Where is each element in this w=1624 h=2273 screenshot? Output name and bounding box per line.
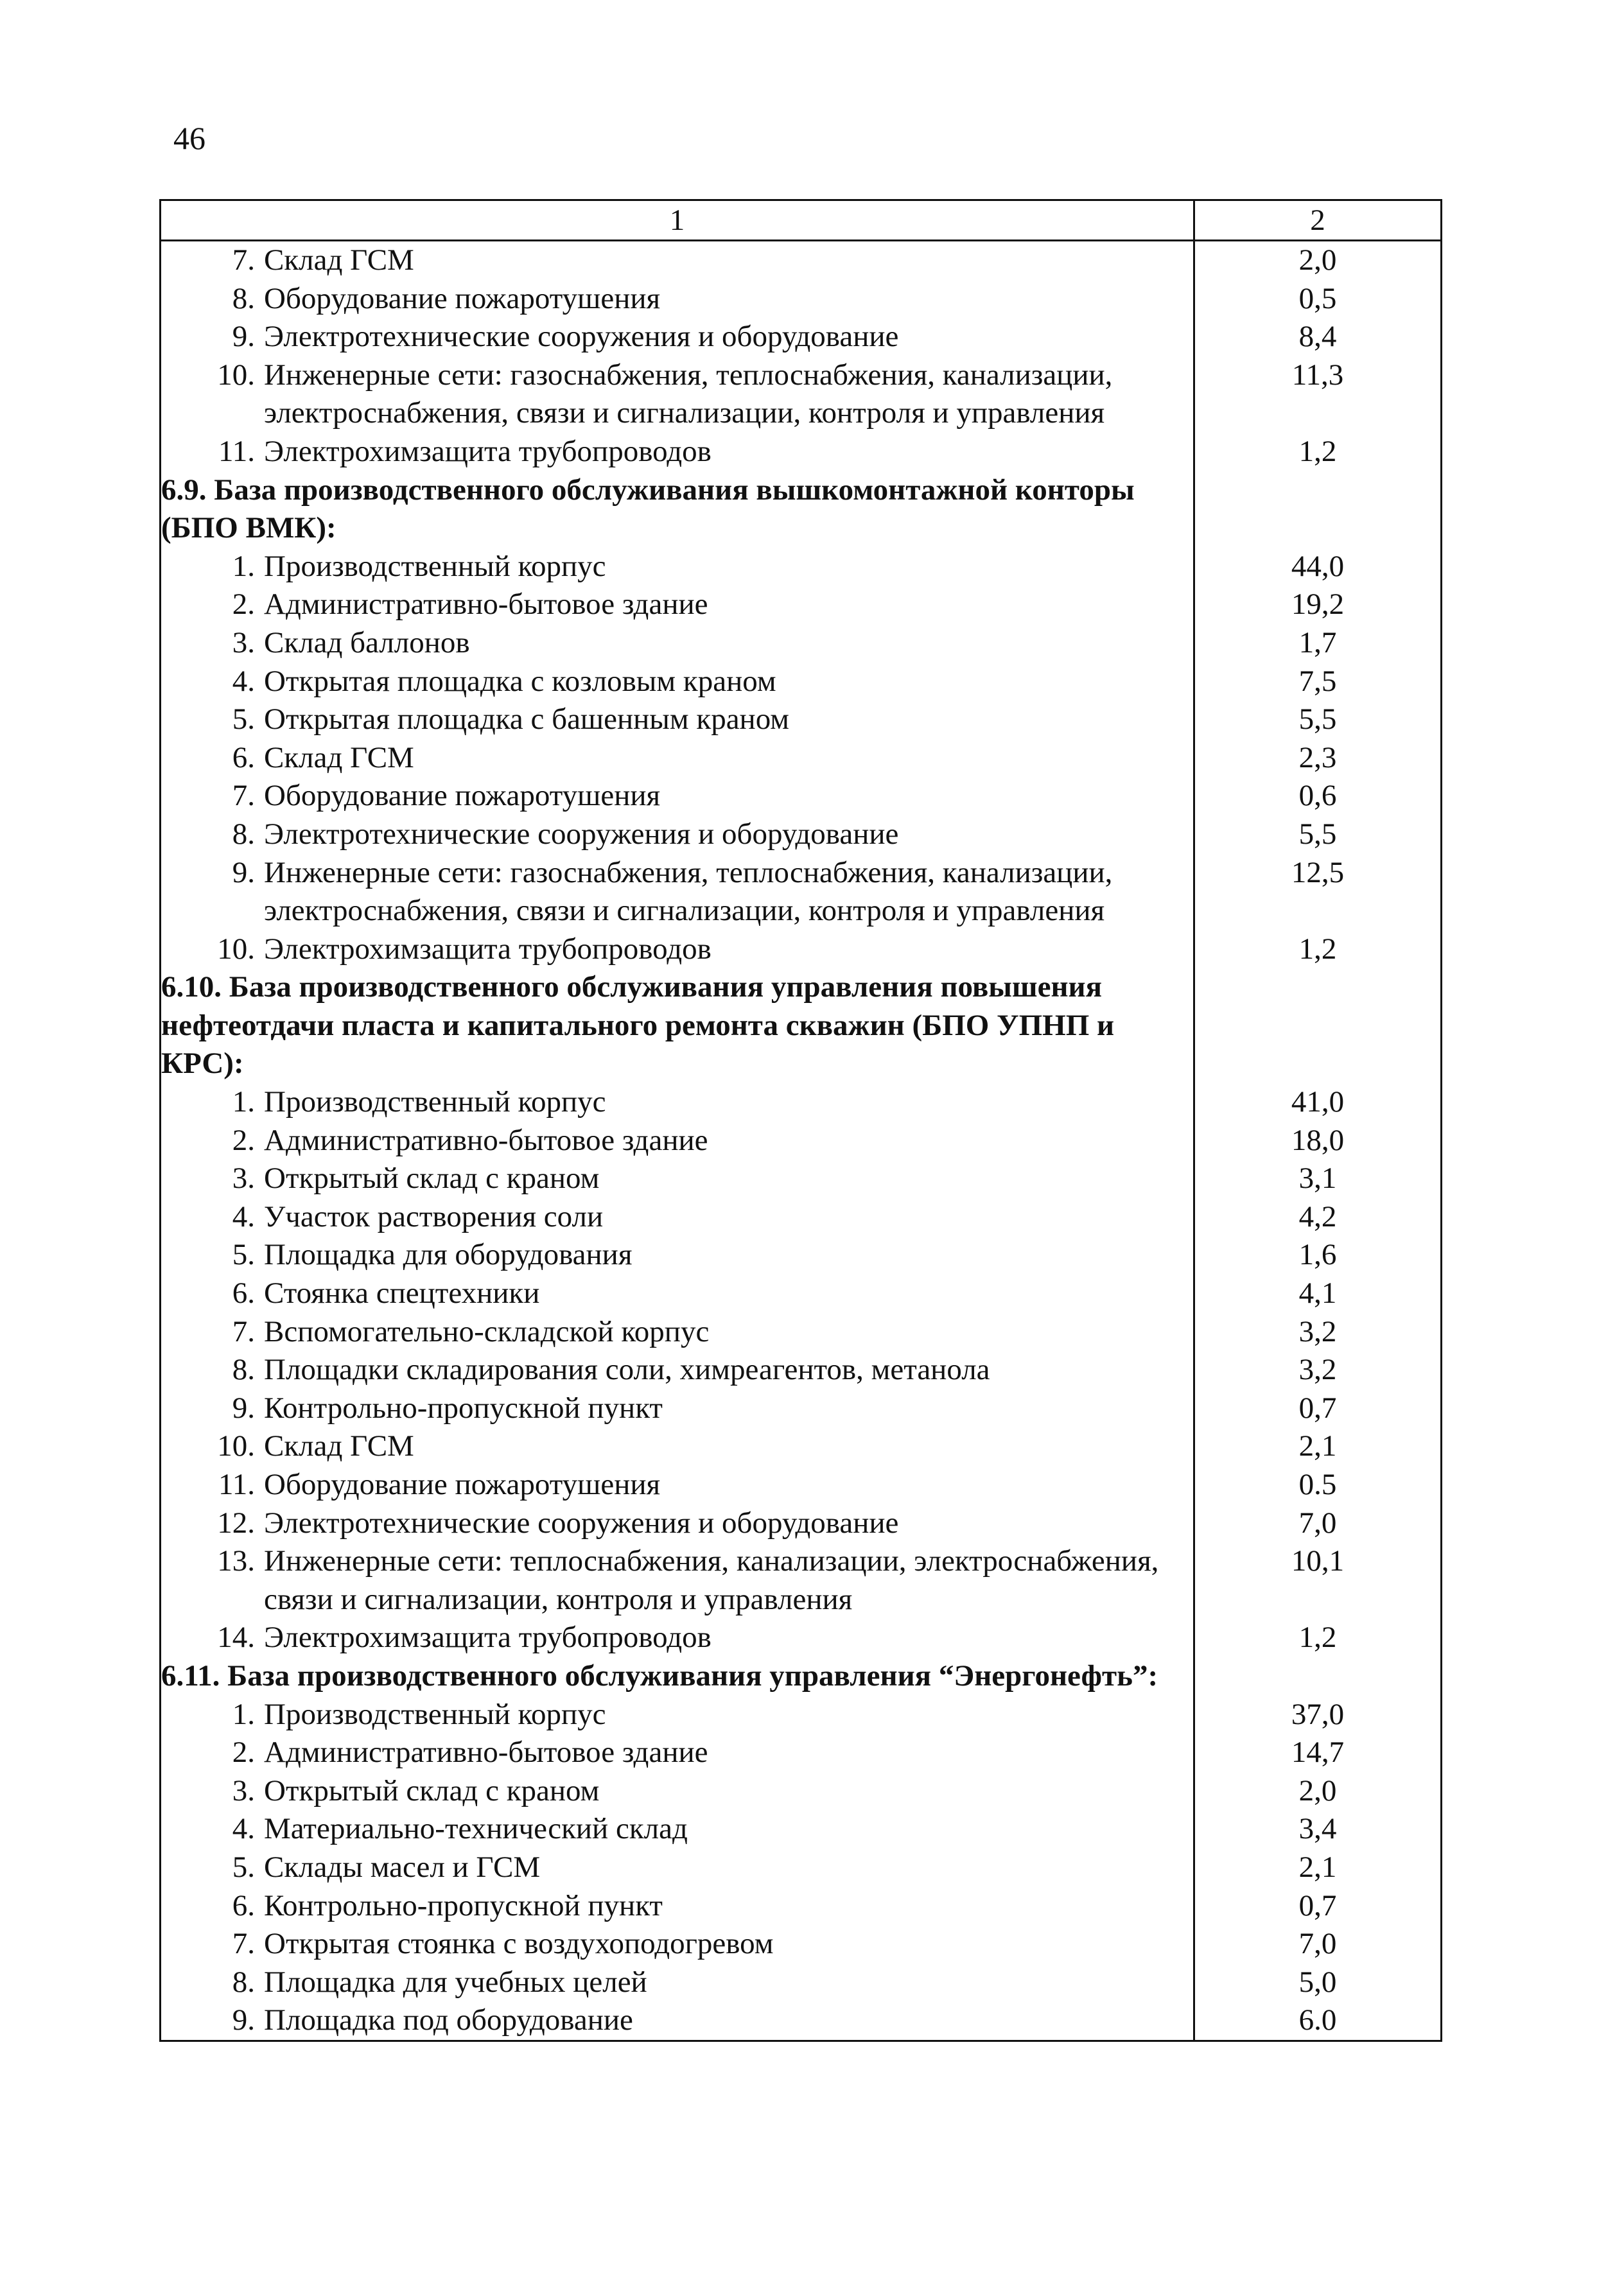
- row-value: 18,0: [1291, 1123, 1345, 1157]
- item-text: Материально-технический склад: [264, 1812, 688, 1846]
- table-row: [161, 815, 1442, 854]
- section-row: [161, 968, 1442, 1083]
- item-line: [161, 280, 1193, 318]
- item-text: Контрольно-пропускной пункт: [264, 1391, 663, 1425]
- item-text: Контрольно-пропускной пункт: [264, 1888, 663, 1922]
- item-line: [161, 815, 1193, 854]
- item-text: Электрохимзащита трубопроводов: [264, 434, 712, 468]
- item-text: Административно-бытовое здание: [264, 1736, 708, 1770]
- item-cell: [161, 433, 1194, 471]
- item-line: [161, 930, 1193, 969]
- item-line: [161, 1083, 1193, 1122]
- table-row: [161, 1466, 1442, 1504]
- item-text: Производственный корпус: [264, 1085, 606, 1119]
- table-row: [161, 1504, 1442, 1543]
- item-number: 2.: [232, 1123, 255, 1157]
- table-row: [161, 1389, 1442, 1428]
- table-row: [161, 1696, 1442, 1734]
- row-value: 19,2: [1291, 588, 1345, 622]
- item-line: [161, 318, 1193, 356]
- item-cell: [161, 2001, 1194, 2041]
- item-text: Открытая стоянка с воздухоподогревом: [264, 1927, 774, 1961]
- item-line: [161, 663, 1193, 701]
- item-text: Стоянка спецтехники: [264, 1276, 540, 1311]
- item-line: [161, 1734, 1193, 1772]
- item-cell: [161, 1849, 1194, 1887]
- row-value: 2,0: [1298, 243, 1337, 277]
- row-value: 8,4: [1298, 320, 1337, 354]
- item-line: [161, 241, 1193, 280]
- section-row: [161, 1657, 1442, 1696]
- item-text: Оборудование пожаротушения: [264, 779, 661, 813]
- item-cell: [161, 1542, 1194, 1619]
- row-value: 41,0: [1291, 1085, 1345, 1119]
- item-text: Склад баллонов: [264, 625, 470, 659]
- row-value: 3,1: [1298, 1162, 1337, 1196]
- table-row: [161, 1734, 1442, 1772]
- item-number: 9.: [232, 320, 255, 354]
- item-cell: [161, 241, 1194, 280]
- row-value: 37,0: [1291, 1697, 1345, 1731]
- item-number: 7.: [232, 1927, 255, 1961]
- table-row: [161, 241, 1442, 280]
- item-line: [161, 1504, 1193, 1543]
- row-value: 12,5: [1291, 855, 1345, 889]
- item-cell: [161, 739, 1194, 778]
- row-value: 0,7: [1298, 1391, 1337, 1425]
- table-row: [161, 930, 1442, 969]
- item-number: 10.: [217, 358, 255, 392]
- table-row: [161, 280, 1442, 318]
- item-number: 8.: [232, 1965, 255, 1999]
- item-cell: [161, 1275, 1194, 1313]
- item-line: [161, 1772, 1193, 1811]
- item-line: [161, 2001, 1193, 2040]
- item-number: 1.: [232, 1697, 255, 1731]
- item-number: 4.: [232, 664, 255, 698]
- item-line: [161, 1351, 1193, 1389]
- table-row: [161, 1351, 1442, 1389]
- item-number: 6.: [232, 1276, 255, 1311]
- item-line: [161, 1810, 1193, 1849]
- table-row: [161, 739, 1442, 778]
- item-cell: [161, 854, 1194, 930]
- item-number: 4.: [232, 1199, 255, 1233]
- table-row: [161, 1619, 1442, 1657]
- table-row: [161, 1542, 1442, 1619]
- row-value: 0.5: [1298, 1468, 1337, 1501]
- item-text: Административно-бытовое здание: [264, 1123, 708, 1157]
- section-title: 6.10. База производственного обслуживания управления повышения нефтеотдачи пласта и капитального ремонта скважин (БПО УПНП и КРС):: [161, 968, 1194, 1083]
- item-line: [161, 1849, 1193, 1887]
- row-value: 3,4: [1298, 1812, 1337, 1846]
- item-cell: [161, 1389, 1194, 1428]
- row-value: 7,5: [1298, 664, 1337, 698]
- table-row: [161, 1772, 1442, 1811]
- item-text: Электротехнические сооружения и оборудование: [264, 817, 899, 851]
- row-value: 2,0: [1298, 1773, 1337, 1807]
- table-row: [161, 1849, 1442, 1887]
- row-value: 7,0: [1298, 1927, 1337, 1961]
- item-text: Производственный корпус: [264, 1697, 606, 1731]
- row-value: 1,7: [1298, 625, 1337, 659]
- item-text: Склад ГСМ: [264, 243, 414, 277]
- row-value: 14,7: [1291, 1736, 1345, 1770]
- row-value: [1194, 471, 1442, 548]
- item-text: Площадка для оборудования: [264, 1238, 633, 1272]
- item-cell: [161, 1427, 1194, 1466]
- item-number: 7.: [232, 243, 255, 277]
- item-number: 13.: [217, 1544, 255, 1578]
- table-row: [161, 1887, 1442, 1926]
- item-cell: [161, 624, 1194, 663]
- section-row: [161, 471, 1442, 548]
- column-header-1: 1: [161, 200, 1194, 241]
- item-text: Оборудование пожаротушения: [264, 281, 661, 315]
- item-number: 3.: [232, 1773, 255, 1807]
- item-number: 14.: [217, 1621, 255, 1655]
- page-number: 46: [173, 120, 205, 156]
- row-value: 0,6: [1298, 779, 1337, 813]
- table-row: [161, 1925, 1442, 1964]
- item-cell: [161, 1810, 1194, 1849]
- item-line: [161, 356, 1193, 433]
- row-value: 5,5: [1298, 702, 1337, 736]
- item-text: Участок растворения соли: [264, 1199, 604, 1233]
- row-value: 0,7: [1298, 1888, 1337, 1922]
- item-number: 3.: [232, 1162, 255, 1196]
- item-cell: [161, 1964, 1194, 2002]
- item-text: Склад ГСМ: [264, 740, 414, 774]
- item-cell: [161, 1466, 1194, 1504]
- table-row: [161, 1122, 1442, 1160]
- table-row: [161, 1083, 1442, 1122]
- item-text: Электротехнические сооружения и оборудование: [264, 1506, 899, 1540]
- item-line: [161, 1887, 1193, 1926]
- item-cell: [161, 586, 1194, 624]
- item-cell: [161, 1160, 1194, 1198]
- row-value: 7,0: [1298, 1506, 1337, 1540]
- item-text: Электрохимзащита трубопроводов: [264, 932, 712, 966]
- data-table: [159, 199, 1442, 2042]
- item-number: 8.: [232, 1353, 255, 1387]
- item-text: Оборудование пожаротушения: [264, 1468, 661, 1501]
- item-number: 7.: [232, 779, 255, 813]
- item-text: Административно-бытовое здание: [264, 588, 708, 622]
- item-cell: [161, 1925, 1194, 1964]
- row-value: 3,2: [1298, 1314, 1337, 1348]
- item-number: 2.: [232, 588, 255, 622]
- row-value: 6.0: [1298, 2003, 1337, 2037]
- item-number: 10.: [217, 1429, 255, 1463]
- item-cell: [161, 280, 1194, 318]
- table-row: [161, 663, 1442, 701]
- table-row: [161, 318, 1442, 356]
- item-number: 5.: [232, 1238, 255, 1272]
- item-cell: [161, 356, 1194, 433]
- item-line: [161, 1619, 1193, 1657]
- item-line: [161, 1964, 1193, 2002]
- item-text: Электрохимзащита трубопроводов: [264, 1621, 712, 1655]
- item-text: Открытый склад с краном: [264, 1773, 600, 1807]
- item-cell: [161, 701, 1194, 739]
- item-text: Открытый склад с краном: [264, 1162, 600, 1196]
- item-line: [161, 1466, 1193, 1504]
- table-row: [161, 1160, 1442, 1198]
- item-number: 1.: [232, 1085, 255, 1119]
- item-cell: [161, 1504, 1194, 1543]
- item-cell: [161, 663, 1194, 701]
- item-number: 5.: [232, 1850, 255, 1884]
- row-value: 1,2: [1298, 434, 1337, 468]
- item-cell: [161, 1351, 1194, 1389]
- table-row: [161, 586, 1442, 624]
- item-number: 9.: [232, 2003, 255, 2037]
- item-text: Площадка под оборудование: [264, 2003, 633, 2037]
- row-value: 10,1: [1291, 1544, 1345, 1578]
- table-row: [161, 548, 1442, 586]
- item-number: 3.: [232, 625, 255, 659]
- item-text: Площадка для учебных целей: [264, 1965, 647, 1999]
- row-value: 44,0: [1291, 549, 1345, 583]
- item-cell: [161, 1236, 1194, 1275]
- item-line: [161, 739, 1193, 778]
- item-text: Открытая площадка с козловым краном: [264, 664, 776, 698]
- item-text: Открытая площадка с башенным краном: [264, 702, 790, 736]
- item-line: [161, 624, 1193, 663]
- item-line: [161, 548, 1193, 586]
- item-number: 11.: [218, 434, 255, 468]
- table-row: [161, 433, 1442, 471]
- item-line: [161, 1427, 1193, 1466]
- row-value: 0,5: [1298, 281, 1337, 315]
- column-header-2: 2: [1194, 200, 1442, 241]
- item-line: [161, 1925, 1193, 1964]
- item-line: [161, 1313, 1193, 1352]
- item-cell: [161, 1772, 1194, 1811]
- table-body: [161, 241, 1442, 2041]
- item-line: [161, 586, 1193, 624]
- table-row: [161, 1427, 1442, 1466]
- item-text: Инженерные сети: газоснабжения, теплоснабжения, канализации, электроснабжения, связи и сигнализации, контроля и управления: [264, 855, 1113, 928]
- item-text: Склад ГСМ: [264, 1429, 414, 1463]
- table-row: [161, 1810, 1442, 1849]
- table-row: [161, 1275, 1442, 1313]
- section-title: 6.9. База производственного обслуживания вышкомонтажной конторы (БПО ВМК):: [161, 471, 1194, 548]
- item-number: 10.: [217, 932, 255, 966]
- table-row: [161, 854, 1442, 930]
- row-value: [1194, 968, 1442, 1083]
- item-cell: [161, 815, 1194, 854]
- row-value: 2,1: [1298, 1850, 1337, 1884]
- item-number: 4.: [232, 1812, 255, 1846]
- row-value: 3,2: [1298, 1353, 1337, 1387]
- item-cell: [161, 1619, 1194, 1657]
- item-number: 9.: [232, 1391, 255, 1425]
- item-line: [161, 1122, 1193, 1160]
- item-number: 11.: [218, 1468, 255, 1501]
- item-text: Площадки складирования соли, химреагентов, метанола: [264, 1353, 990, 1387]
- row-value: 1,6: [1298, 1238, 1337, 1272]
- table-row: [161, 624, 1442, 663]
- row-value: 1,2: [1298, 932, 1337, 966]
- item-line: [161, 1198, 1193, 1237]
- item-cell: [161, 1198, 1194, 1237]
- item-cell: [161, 1887, 1194, 1926]
- item-line: [161, 777, 1193, 815]
- item-number: 12.: [217, 1506, 255, 1540]
- item-text: Вспомогательно-складской корпус: [264, 1314, 710, 1348]
- item-line: [161, 433, 1193, 471]
- table-row: [161, 1198, 1442, 1237]
- item-text: Инженерные сети: газоснабжения, теплоснабжения, канализации, электроснабжения, связи и сигнализации, контроля и управления: [264, 358, 1113, 430]
- row-value: 4,2: [1298, 1199, 1337, 1233]
- item-line: [161, 701, 1193, 739]
- item-number: 1.: [232, 549, 255, 583]
- row-value: [1194, 1657, 1442, 1696]
- item-cell: [161, 1122, 1194, 1160]
- table-row: [161, 2001, 1442, 2041]
- item-text: Электротехнические сооружения и оборудование: [264, 320, 899, 354]
- item-cell: [161, 318, 1194, 356]
- item-number: 5.: [232, 702, 255, 736]
- row-value: 5,5: [1298, 817, 1337, 851]
- row-value: 1,2: [1298, 1621, 1337, 1655]
- item-cell: [161, 1696, 1194, 1734]
- item-number: 8.: [232, 281, 255, 315]
- table-row: [161, 701, 1442, 739]
- table-row: [161, 1313, 1442, 1352]
- row-value: 2,1: [1298, 1429, 1337, 1463]
- table-row: [161, 1236, 1442, 1275]
- item-cell: [161, 548, 1194, 586]
- item-number: 9.: [232, 855, 255, 889]
- item-line: [161, 1160, 1193, 1198]
- item-number: 8.: [232, 817, 255, 851]
- item-line: [161, 1275, 1193, 1313]
- item-number: 6.: [232, 740, 255, 774]
- row-value: 2,3: [1298, 740, 1337, 774]
- item-cell: [161, 1313, 1194, 1352]
- item-number: 2.: [232, 1736, 255, 1770]
- table-row: [161, 777, 1442, 815]
- row-value: 4,1: [1298, 1276, 1337, 1311]
- item-cell: [161, 1734, 1194, 1772]
- section-title: 6.11. База производственного обслуживания управления “Энергонефть”:: [161, 1657, 1194, 1696]
- item-line: [161, 1696, 1193, 1734]
- item-cell: [161, 930, 1194, 969]
- item-line: [161, 1236, 1193, 1275]
- item-cell: [161, 1083, 1194, 1122]
- item-line: [161, 1542, 1193, 1619]
- table-row: [161, 356, 1442, 433]
- table-header-row: [161, 200, 1442, 241]
- item-line: [161, 854, 1193, 930]
- table-row: [161, 1964, 1442, 2002]
- row-value: 11,3: [1291, 358, 1344, 392]
- item-number: 6.: [232, 1888, 255, 1922]
- item-text: Производственный корпус: [264, 549, 606, 583]
- item-number: 7.: [232, 1314, 255, 1348]
- row-value: 5,0: [1298, 1965, 1337, 1999]
- item-line: [161, 1389, 1193, 1428]
- item-text: Инженерные сети: теплоснабжения, канализации, электроснабжения, связи и сигнализации, контроля и управления: [264, 1544, 1159, 1616]
- item-text: Склады масел и ГСМ: [264, 1850, 541, 1884]
- item-cell: [161, 777, 1194, 815]
